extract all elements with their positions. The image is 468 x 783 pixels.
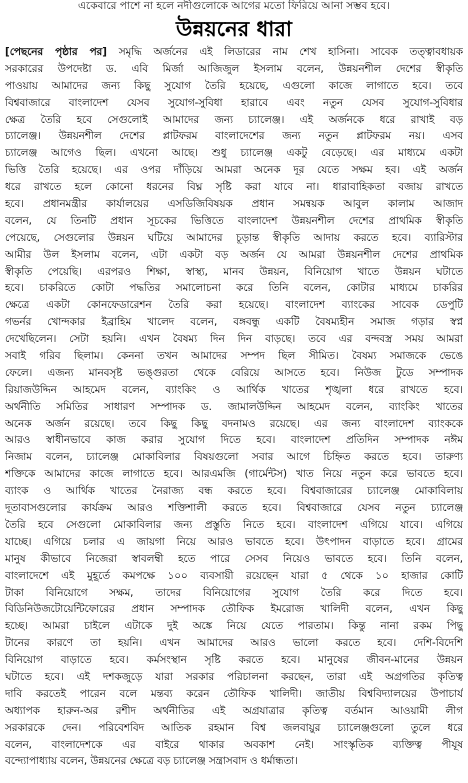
body-line: যাচ্ছে। এগিয়ে চলার এ জায়গা নিয়ে আরও ভাবতে হবে। উৎপাদন বাড়াতে হবে। গ্রামের — [5, 535, 463, 548]
body-line: বলেন, যে তিনটি প্রধান সূচকের ভিত্তিতে বাংলাদেশ উন্নয়নশীল দেশের প্রাথমিক স্বীকৃতি — [5, 214, 463, 227]
body-line: চ্যালেঞ্জ। উন্নয়নশীল দেশের প্লাটফরম বাংলাদেশের জন্য নতুন প্লাটফরম নয়। এসব — [5, 130, 463, 143]
body-line-text: সমৃদ্ধি অর্জনের এই লিডারের নাম শেখ হাসিনা। সাবেক তত্ত্বাবধায়ক — [106, 46, 463, 58]
body-line: অনেক অর্জন রয়েছে। তবে কিছু কিছু বদনামও রয়েছে। এর জন্য বাংলাদেশ ব্যাংককে — [5, 417, 463, 430]
body-line: পেয়েছে, সেগুলোর উন্নয়ন ঘটিয়ে আমাদের চূড়ান্ত স্বীকৃতি আদায় করতে হবে। ব্যারিস্টার — [5, 231, 463, 244]
body-line: পাওয়ায় আমাদের জন্য কিছু সুযোগ তৈরি হয়েছে, এগুলো কাজে লাগাতে হবে। তবে — [5, 79, 463, 92]
body-line: ক্ষেত্র তৈরি হবে সেগুলোই আমাদের জন্য চ্যালেঞ্জ। এই অর্জনকে ধরে রাখাই বড় — [5, 113, 463, 126]
body-line: হবে। চাকরিতে কোটা পদ্ধতির সমালোচনা করে তিনি বলেন, কোটার মাধ্যমে চাকরির — [5, 282, 463, 295]
body-line: শক্তিকে আমাদের কাজে লাগাতে হবে। আরএমজি (গার্মেন্টস) খাত নিয়ে নতুন করে ভাবতে হবে। — [5, 468, 463, 481]
body-line: অধ্যাপক হারুন-অর রশীদ অর্থনীতির এই অগ্রযাত্রার কৃতিত্ব বর্তমান আওয়ামী লীগ — [5, 704, 463, 717]
continued-marker: [পেছনের পৃষ্ঠার পর] — [5, 46, 107, 58]
body-line: টানের কারণে তা হয়নি। এখন আমাদের আরও ভালো করতে হবে। দেশি-বিদেশি — [5, 637, 463, 650]
body-line: ধরে রাখতে হলে কোনো ধরনের বিঘ্ন সৃষ্টি করা যাবে না। ধারাবাহিকতা বজায় রাখতে — [5, 181, 463, 194]
body-line: বিশ্ববাজারে বাংলাদেশ যেসব সুযোগ-সুবিধা হারাবে এবং নতুন যেসব সুযোগ-সুবিধার — [5, 96, 463, 109]
body-line: সবাই গরিব ছিলাম। কেননা তখন আমাদের সম্পদ ছিল সীমিত। বৈষম্য সমাজকে ভেঙে — [5, 350, 463, 363]
body-line: ভিত্তি তৈরি হয়েছে। এর ওপর দাঁড়িয়ে আমরা অনেক দূর যেতে সক্ষম হব। এই অর্জন — [5, 164, 463, 177]
body-line: দূতাবাসগুলোর কার্যক্রম আরও শক্তিশালী করতে হবে। বিশ্ববাজারে যেসব নতুন চ্যালেঞ্জ — [5, 502, 463, 515]
body-line: তৈরি হবে সেগুলো মোকাবিলার জন্য প্রস্তুতি নিতে হবে। বাংলাদেশ এগিয়ে যাবে। এগিয়ে — [5, 518, 463, 531]
body-line: বন্দ্যোপাধ্যায় বলেন, উন্নয়নের ক্ষেত্রে বড় চ্যালেঞ্জ সন্ত্রাসবাদ ও ধর্মান্ধতা। — [5, 755, 298, 768]
body-line: হচ্ছে। আমরা চাইলে এটাকে দুই অঙ্কে নিয়ে যেতে পারতাম। কিন্তু নানা রকম পিছু — [5, 620, 463, 633]
body-line: স্বীকৃতি পেয়েছি। এরপরও শিক্ষা, স্বাস্থ্য, মানব উন্নয়ন, বিনিয়োগ খাতে উন্নয়ন ঘটাতে — [5, 265, 463, 278]
body-line: নিজাম বলেন, চ্যালেঞ্জ মোকাবিলার বিষয়গুলো সবার আগে চিহ্নিত করতে হবে। তারুণ্য — [5, 451, 463, 464]
body-line: সরকারকে দেন। পরিবেশবিদ আতিক রহমান বিশ্ব জলবায়ুর চ্যালেঞ্জগুলো তুলে ধরে — [5, 721, 463, 734]
body-line: বাংলাদেশে এই মুহূর্তে কমপক্ষে ১০০ ব্যবসায়ী রয়েছেন যারা ৫ থেকে ১০ হাজার কোটি — [5, 569, 463, 582]
body-line: বলেন, বাংলাদেশকে এর বাইরে থাকার অবকাশ নেই। সাংস্কৃতিক ব্যক্তিত্ব পীযূষ — [5, 738, 463, 751]
body-line: বিডিনিউজটোয়েন্টিফোরের প্রধান সম্পাদক তৌফিক ইমরোজ খালিদী বলেন, এখন কিছু — [5, 603, 463, 616]
previous-article-fragment: একেবারে পাশে না হলে নদীগুলোকে আগের মতো ফিরিয়ে আনা সম্ভব হবে। — [78, 0, 390, 12]
body-line: মানুষ কীভাবে নিজেরা স্বাবলম্বী হতে পারে সেসব নিয়েও ভাবতে হবে। তিনি বলেন, — [5, 552, 463, 565]
body-line: ক্ষেত্রে একটা কোনফেডারেশন তৈরি করা হয়েছে। বাংলাদেশ ব্যাংকের সাবেক ডেপুটি — [5, 299, 463, 312]
body-line — [5, 44, 463, 61]
body-line: আরও স্বাধীনভাবে কাজ করার সুযোগ দিতে হবে। বাংলাদেশ প্রতিদিন সম্পাদক নঈম — [5, 434, 463, 447]
body-line: হবে। প্রধানমন্ত্রীর কার্যালয়ের এসডিজিবিষয়ক প্রধান সমন্বয়ক আবুল কালাম আজাদ — [5, 198, 463, 211]
body-line: ঘটাতে হবে। এই দশকজুড়ে যারা সরকার পরিচালনা করছেন, তারা এই অগ্রগতির কৃতিত্ব — [5, 670, 463, 683]
body-line: রিয়াজউদ্দিন আহমেদ বলেন, ব্যাংকিং ও আর্থিক খাতের শৃঙ্খলা ধরে রাখতে হবে। — [5, 383, 463, 396]
body-line: আমীর উল ইসলাম বলেন, এটা একটা বড় অর্জন যে আমরা উন্নয়নশীল দেশের প্রাথমিক — [5, 248, 463, 261]
body-line: ব্যাংক ও আর্থিক খাতের নৈরাজ্য বন্ধ করতে হবে। বিশ্ববাজারের চ্যালেঞ্জ মোকাবিলায় — [5, 485, 463, 498]
body-line: দাবি করতেই পারেন বলে মন্তব্য করেন তৌফিক খালিদী। জাতীয় বিশ্ববিদ্যালয়ের উপাচার্য — [5, 687, 463, 700]
article-body — [5, 44, 463, 780]
body-line: দেখেছিলেন। সেটা হয়নি। এখন বৈষম্য দিন দিন বাড়ছে। তবে এর বন্দবস্ত্র সময় আমরা — [5, 333, 463, 346]
body-line: বিনিয়োগ বাড়াতে হবে। কর্মসংস্থান সৃষ্টি করতে হবে। মানুষের জীবন-মানের উন্নয়ন — [5, 654, 463, 667]
body-line: চ্যালেঞ্জ আগেও ছিল। এখনো আছে। শুধু চ্যালেঞ্জ একটু বেড়েছে। এর মাধ্যমে একটা — [5, 147, 463, 160]
body-line: অর্থনীতি সমিতির সাধারণ সম্পাদক ড. জামালউদ্দিন আহমেদ বলেন, ব্যাংকিং খাতের — [5, 400, 463, 413]
body-line: গভর্নর খোন্দকার ইব্রাহিম খালেদ বলেন, বঙ্গবন্ধু একটি বৈষম্যহীন সমাজ গড়ার স্বপ্ন — [5, 316, 463, 329]
body-line: টাকা বিনিয়োগে সক্ষম, তাদের বিনিয়োগের সুযোগ তৈরি করে দিতে হবে। — [5, 586, 463, 599]
article-headline: উন্নয়নের ধারা — [175, 17, 293, 41]
body-line: সরকারের উপদেষ্টা ড. এবি মির্জা আজিজুল ইসলাম বলেন, উন্নয়নশীল দেশের স্বীকৃতি — [5, 62, 463, 75]
body-line: ফেলে। এজন্য মানবসৃষ্ট ভঙ্গুরতা থেকে বেরিয়ে আসতে হবে। নিউজ টুডে সম্পাদক — [5, 366, 463, 379]
